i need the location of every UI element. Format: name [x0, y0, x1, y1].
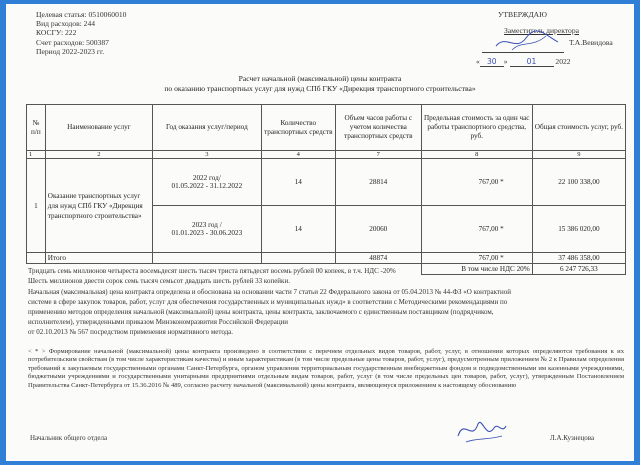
index-cell: 1	[27, 151, 46, 159]
period-range: 01.05.2022 - 31.12.2022	[171, 182, 243, 190]
justification-line: Начальная (максимальная) цена контракта определена и обоснована на основании части 7 статьи 22 Федерального закона от 05.04.2013 № 44-ФЗ «О контрактной	[28, 288, 511, 296]
signer-name: Л.А.Кузнецова	[550, 434, 595, 442]
doc-title-line-1: Расчет начальной (максимальной) цены контракта	[238, 74, 402, 83]
approve-position: Заместитель директора	[504, 26, 579, 35]
approve-name: Т.А.Вевидова	[569, 38, 613, 47]
period-cell	[153, 206, 262, 253]
justification-line: от 02.10.2013 № 567 посредством применения нормативного метода.	[28, 328, 234, 336]
approve-signature-mark	[492, 26, 566, 56]
amount-in-words: Тридцать семь миллионов четыреста восемьдесят шесть тысяч триста пятьдесят восемь рублей 00 копеек, в т.ч. НДС -20%	[28, 267, 396, 275]
total-sum: 37 486 358,00	[532, 253, 625, 264]
index-cell: 2	[45, 151, 152, 159]
period-cell	[153, 159, 262, 206]
meta-block	[36, 10, 126, 56]
index-cell: 7	[335, 151, 421, 159]
footnote: < * > Формирование начальной (максимальной) цены контракта произведено в соответствии с перечнем отдельных видов товаров, работ, услуг, в отношении которых определяются требования к их потребительским свойствам (в том числе характеристикам качества) и иным характеристикам (в том числе предельные цены товаров, работ, услуг), предусмотренным приложением № 2 к Правилам определения требований к закупаемым государственными органами Санкт-Петербурга, органом управления территориальным государственным внебюджетным фондом и подведомственными им казенными учреждениями, бюджетными учреждениями и государственными унитарными предприятиями отдельным видам товаров, работ, услуг (в том числе предельных цен товаров, работ, услуг), утвержденным Постановлением Правительства Санкт-Петербурга от 15.36.2016 № 489, согласно расчету начальной (максимальной) цены контракта, являющемуся приложением к настоящему обоснованию	[28, 348, 624, 389]
approve-date: « 30 » 01 2022	[476, 57, 571, 66]
price-cell: 767,00 *	[421, 159, 532, 206]
service-name: Оказание транспортных услуг для нужд СПб ГКУ «Дирекция транспортного строительства»	[45, 159, 152, 253]
header-cell: № п/п	[27, 105, 46, 151]
period-range: 01.01.2023 - 30.06.2023	[171, 229, 243, 237]
justification-line: исполнителем), утвержденными приказом Минэкономразвития Российской Федерации	[28, 318, 289, 326]
qty-cell: 14	[261, 159, 335, 206]
hours-cell: 28814	[335, 159, 421, 206]
document-page	[6, 4, 634, 461]
approve-date-day: 30	[480, 57, 504, 67]
signature-mark	[452, 412, 510, 446]
total-label: Итого	[45, 253, 152, 264]
price-cell: 767,00 *	[421, 206, 532, 253]
index-cell: 3	[153, 151, 262, 159]
hours-cell: 20060	[335, 206, 421, 253]
meta-line: Счет расходов: 500387	[36, 37, 109, 47]
header-cell: Объем часов работы с учетом количества транспортных средств	[335, 105, 421, 151]
justification-line: применению методов определения начальной (максимальной) цены контракта, цены контракта, заключаемого с единственным поставщиком (подрядчиком,	[28, 308, 494, 316]
total-cell: 15 386 020,00	[532, 206, 625, 253]
vat-label: В том числе НДС 20%	[421, 264, 532, 275]
approve-date-month: 01	[510, 57, 554, 67]
meta-line: Целевая статья: 0510060010	[36, 10, 127, 19]
signer-position: Начальник общего отдела	[30, 434, 108, 442]
table-header-row	[27, 105, 626, 151]
period-year: 2023 год /	[191, 221, 222, 229]
header-cell: Год оказания услуг/период	[153, 105, 262, 151]
meta-line: КОСГУ: 222	[36, 28, 77, 38]
table-total-row	[27, 253, 626, 264]
vat-in-words: Шесть миллионов двести сорок семь тысяч семьсот двадцать шесть рублей 33 копейки.	[28, 277, 290, 285]
period-year: 2022 год/	[192, 174, 221, 182]
index-cell: 4	[261, 151, 335, 159]
approve-title: УТВЕРЖДАЮ	[498, 10, 547, 19]
total-price: 767,00 *	[421, 253, 532, 264]
table-index-row	[27, 151, 626, 159]
table-row	[27, 159, 626, 206]
doc-title-line-2: по оказанию транспортных услуг для нужд СПб ГКУ «Дирекция транспортного строительства»	[164, 84, 476, 93]
meta-line: Вид расходов: 244	[36, 19, 96, 29]
price-table	[26, 104, 626, 275]
index-cell: 9	[532, 151, 625, 159]
index-cell: 8	[421, 151, 532, 159]
meta-line: Период 2022-2023 гг.	[36, 46, 105, 56]
row-number: 1	[27, 159, 46, 253]
header-cell: Общая стоимость услуг, руб.	[532, 105, 625, 151]
vat-sum: 6 247 726,33	[532, 264, 625, 275]
header-cell: Предельная стоимость за один час работы транспортного средства, руб.	[421, 105, 532, 151]
approve-date-year: 2022	[555, 57, 571, 66]
total-cell: 22 100 338,00	[532, 159, 625, 206]
qty-cell: 14	[261, 206, 335, 253]
justification-line: системе в сфере закупок товаров, работ, услуг для обеспечения государственных и муниципальных нужд» в соответствии с Методическими рекомендациями по	[28, 298, 508, 306]
total-hours: 48874	[335, 253, 421, 264]
header-cell: Наименование услуг	[45, 105, 152, 151]
header-cell: Количество транспортных средств	[261, 105, 335, 151]
